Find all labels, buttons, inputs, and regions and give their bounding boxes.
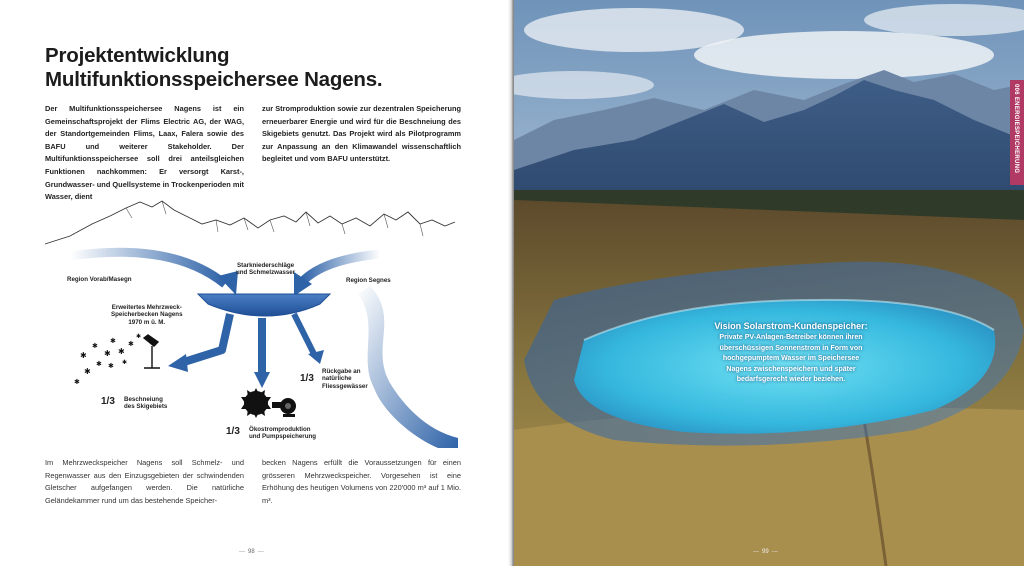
intro-paragraph-col2: zur Stromproduktion sowie zur dezentralen Speicherung erneuerbarer Energie und wird für die Beschneiung des Skigebiets genutzt. Das Projekt wird als Pilotprogramm zur Anpassung an den Klimawandel wissenschaftlich begleitet und vom BAFU unterstützt.	[262, 104, 461, 164]
svg-text:✱: ✱	[104, 349, 111, 358]
fraction-return: 1/3	[300, 373, 314, 384]
vision-title: Vision Solarstrom-Kundenspeicher:	[714, 321, 868, 331]
river	[358, 286, 458, 448]
intro-paragraph-col1: Der Multifunktionsspeichersee Nagens ist ein Gemeinschaftsprojekt der Flims Electric AG, der WAG, der Standortgemeinden Flims, Laax, Falera sowie des BAFU und weiterer Stakeholder. Der Multifunktionsspeichersee soll drei anteilsgleichen Funktionen nachkommen: Er versorgt Karst-, Grundwasser- und Quellsysteme in Trockenperioden mit Wasser, dient	[45, 104, 244, 202]
title-line-2: Multifunktionsspeichersee Nagens.	[45, 68, 383, 91]
body-paragraph-col1: Im Mehrzweckspeicher Nagens soll Schmelz- und Regenwasser aus den Einzugsgebieten der schwindenden Gletscher aufgefangen werden. Die natürliche Geländekammer rund um das bestehende Speicher-	[45, 458, 244, 505]
label-power: Ökostromproduktion und Pumpspeicherung	[249, 426, 317, 441]
label-snowmaking: Beschneiung des Skigebiets	[124, 396, 168, 411]
pump-icon	[272, 398, 296, 417]
label-return: Rückgabe an natürliche Fliessgewässer	[322, 368, 368, 390]
svg-text:✱: ✱	[84, 367, 91, 376]
page-number-right: — 99 —	[750, 549, 781, 555]
water-flow-diagram	[40, 198, 470, 448]
snow-icon	[74, 333, 141, 386]
outflow-arrow-snow	[184, 314, 230, 362]
storage-basin	[198, 294, 330, 316]
snow-cannon-icon	[144, 335, 160, 368]
turbine-icon	[241, 388, 271, 418]
right-page	[514, 0, 1024, 566]
label-basin: Erweitertes Mehrzweck- Speicherbecken Nagens 1970 m ü. M.	[111, 304, 183, 326]
svg-text:✱: ✱	[118, 347, 125, 356]
svg-text:✱: ✱	[92, 343, 98, 350]
fraction-power: 1/3	[226, 426, 240, 437]
label-region-right: Region Segnes	[346, 277, 391, 284]
title-line-1: Projektentwicklung	[45, 44, 230, 67]
vision-callout	[696, 321, 886, 386]
svg-text:✱: ✱	[108, 363, 114, 370]
outflow-arrow-return	[294, 314, 314, 354]
mountain-silhouette	[45, 201, 455, 244]
svg-text:✱: ✱	[80, 351, 87, 360]
section-tab: 006 ENERGIESPEICHERUNG	[1010, 80, 1024, 185]
page-title	[45, 44, 382, 92]
left-page	[0, 0, 510, 566]
svg-text:✱: ✱	[110, 338, 116, 345]
page-number-left: — 98 —	[236, 549, 267, 555]
svg-text:✱: ✱	[96, 361, 102, 368]
svg-text:✱: ✱	[74, 379, 80, 386]
vision-text: Private PV-Anlagen-Betreiber können ihren überschüssigen Sonnenstrom in Form von hochgepumptem Wasser im Speichersee Nagens zwischenspeichern und später bedarfsgerecht wieder beziehen.	[719, 334, 863, 384]
svg-text:✱: ✱	[128, 341, 134, 348]
label-inflow: Starkniederschläge und Schmelzwasser	[236, 262, 296, 277]
svg-text:✱: ✱	[136, 334, 142, 340]
body-paragraph-col2: becken Nagens erfüllt die Voraussetzungen für einen grösseren Mehrzweckspeicher. Vorgesehen ist eine Erhöhung des heutigen Volumens von 220'000 m³ auf 1 Mio. m³.	[262, 458, 461, 505]
alpine-lake-photo	[514, 0, 1024, 566]
fraction-snow: 1/3	[101, 396, 115, 407]
svg-text:✱: ✱	[122, 360, 128, 366]
label-region-left: Region Vorab/Masegn	[67, 276, 132, 283]
